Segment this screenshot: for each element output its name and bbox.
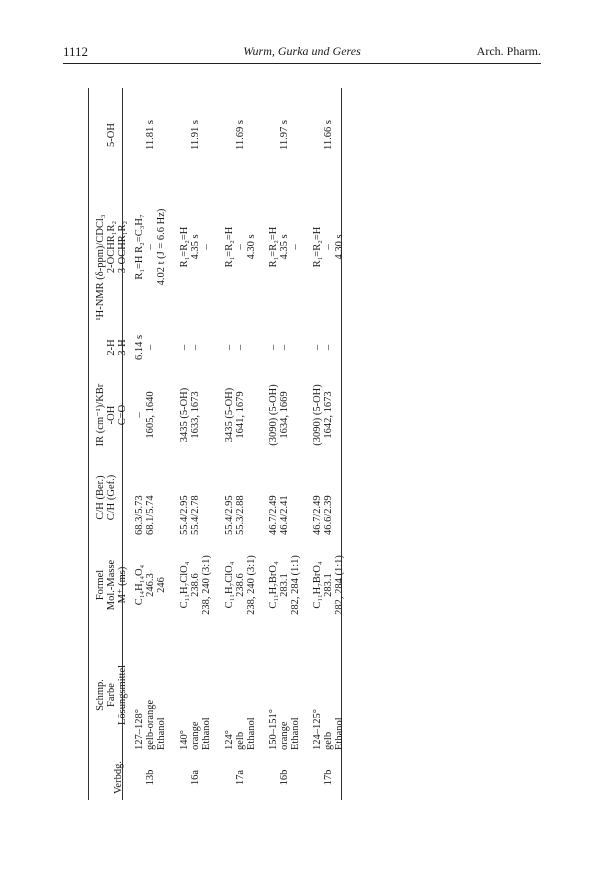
- row-formel: 283.1: [279, 573, 290, 597]
- row-nmr: –: [145, 244, 156, 250]
- header-rule: [63, 63, 541, 64]
- col-header-5oh: 5-OH: [106, 123, 117, 147]
- row-nmr: –: [290, 244, 301, 250]
- row-formel: 282, 284 (1:1): [290, 555, 301, 615]
- row-formel: 238, 240 (3:1): [201, 555, 212, 615]
- row-schmp: 124°: [224, 730, 235, 750]
- row-nmr: 4.35 s: [190, 234, 201, 260]
- col-header-schmp: Farbe: [106, 683, 117, 707]
- row-h: –: [268, 344, 279, 351]
- row-formel: C₁₄H₁₄O₄: [134, 564, 145, 606]
- row-schmp: Ethanol: [334, 717, 345, 750]
- row-nmr: R₁=R₂=H: [312, 226, 323, 268]
- col-header-ch: C/H (Gef.): [106, 474, 117, 521]
- col-header-formel: Formel: [95, 569, 106, 601]
- col-header-nmr: 2-OCHR₁R₂: [106, 220, 117, 274]
- row-ir: 1605, 1640: [145, 391, 156, 439]
- row-schmp: Ethanol: [290, 717, 301, 750]
- row-h: –: [279, 344, 290, 351]
- compound-id: 17b: [323, 769, 334, 786]
- row-ch: 55.3/2.88: [235, 495, 246, 535]
- row-ir: 3435 (5-OH): [179, 387, 190, 443]
- col-header-ir: -OH: [106, 405, 117, 425]
- row-nmr: –: [323, 244, 334, 250]
- row-schmp: gelb: [235, 731, 246, 750]
- running-authors: Wurm, Gurka und Geres: [243, 44, 361, 58]
- row-ch: 46.7/2.49: [312, 495, 323, 535]
- row-formel: C₁₁H₇BrO₄: [268, 561, 279, 609]
- row-formel: 282, 284 (1:1): [334, 555, 345, 615]
- row-h: –: [312, 344, 323, 351]
- journal-name: Arch. Pharm.: [476, 44, 541, 58]
- row-ch: 68.3/5.73: [134, 495, 145, 535]
- row-h: –: [224, 344, 235, 351]
- col-header-nmr: 3-OCHR₁R₂: [117, 220, 128, 274]
- col-header-h: 3-H: [117, 339, 128, 356]
- row-ch: 46.6/2.39: [323, 495, 334, 535]
- row-schmp: gelb-orange: [145, 699, 156, 750]
- row-schmp: Ethanol: [246, 717, 257, 750]
- row-nmr: R₁=R₂=H: [179, 226, 190, 268]
- row-h: –: [235, 344, 246, 351]
- running-header: [63, 44, 541, 62]
- row-h: –: [323, 344, 334, 351]
- row-h: –: [190, 344, 201, 351]
- row-ir: 1634, 1669: [279, 391, 290, 439]
- compound-id: 16a: [190, 769, 201, 786]
- row-nmr: 4.30 s: [334, 234, 345, 260]
- row-5oh: 11.81 s: [145, 120, 156, 150]
- col-header-schmp: Schmp.: [95, 679, 106, 711]
- row-5oh: 11.69 s: [235, 120, 246, 150]
- row-ir: 1642, 1673: [323, 391, 334, 439]
- page-number: 1112: [63, 44, 89, 59]
- row-formel: 246.3: [145, 573, 156, 597]
- row-h: 6.14 s: [134, 334, 145, 361]
- col-header-verbdg: Verbdg.: [113, 761, 124, 794]
- row-ch: 68.1/5.74: [145, 495, 156, 535]
- row-ch: 55.4/2.78: [190, 495, 201, 535]
- row-formel: 238.6: [190, 573, 201, 597]
- row-ch: 55.4/2.95: [224, 495, 235, 535]
- row-ir: 1641, 1679: [235, 391, 246, 439]
- row-5oh: 11.91 s: [190, 120, 201, 150]
- row-schmp: 124–125°: [312, 709, 323, 750]
- col-header-formel: Mol.-Masse: [106, 559, 117, 611]
- row-formel: 238, 240 (3:1): [246, 555, 257, 615]
- row-nmr: R₁=R₂=H: [268, 226, 279, 268]
- compound-id: 17a: [235, 769, 246, 786]
- row-h: –: [179, 344, 190, 351]
- row-nmr: R₁=H R₂=C₃H₇: [134, 214, 145, 280]
- row-ch: 46.4/2.41: [279, 495, 290, 535]
- row-5oh: 11.97 s: [279, 120, 290, 150]
- compound-id: 13b: [145, 769, 156, 786]
- row-schmp: orange: [190, 721, 201, 750]
- row-nmr: 4.02 t (J = 6.6 Hz): [156, 208, 167, 286]
- row-nmr: 4.35 s: [279, 234, 290, 260]
- row-schmp: orange: [279, 721, 290, 750]
- col-header-nmr-group: ¹H-NMR (δ-ppm)/CDCl₃: [95, 214, 106, 321]
- rotated-data-table: [93, 94, 343, 800]
- row-ir: (3090) (5-OH): [312, 384, 323, 446]
- row-formel: C₁₁H₇ClO₄: [224, 561, 235, 609]
- row-formel: 238.6: [235, 573, 246, 597]
- table-left-rule: [88, 88, 89, 800]
- col-header-schmp: Lösungsmittel: [117, 664, 128, 726]
- col-header-ch: C/H (Ber.): [95, 475, 106, 520]
- row-schmp: 140°: [179, 730, 190, 750]
- row-ch: 55.4/2.95: [179, 495, 190, 535]
- row-nmr: –: [201, 244, 212, 250]
- col-header-ir: C=O: [117, 404, 128, 426]
- row-formel: 283.1: [323, 573, 334, 597]
- row-schmp: Ethanol: [156, 717, 167, 750]
- row-ir: –: [134, 412, 145, 418]
- col-header-h: 2-H: [106, 339, 117, 356]
- row-nmr: –: [235, 244, 246, 250]
- row-schmp: gelb: [323, 731, 334, 750]
- row-ir: (3090) (5-OH): [268, 384, 279, 446]
- row-h: –: [145, 344, 156, 351]
- row-nmr: R₁=R₂=H: [224, 226, 235, 268]
- row-ch: 46.7/2.49: [268, 495, 279, 535]
- row-formel: C₁₁H₇ClO₄: [179, 561, 190, 609]
- col-header-ir: IR (cm⁻¹)/KBr: [95, 383, 106, 447]
- row-schmp: Ethanol: [201, 717, 212, 750]
- row-ir: 1633, 1673: [190, 391, 201, 439]
- row-ir: 3435 (5-OH): [224, 387, 235, 443]
- row-formel: 246: [156, 577, 167, 593]
- row-schmp: 150–151°: [268, 709, 279, 750]
- row-nmr: 4.30 s: [246, 234, 257, 260]
- row-schmp: 127–128°: [134, 709, 145, 750]
- row-5oh: 11.66 s: [323, 120, 334, 150]
- row-formel: C₁₁H₇BrO₄: [312, 561, 323, 609]
- col-header-formel: M⁺ (ms): [117, 566, 128, 604]
- compound-id: 16b: [279, 769, 290, 786]
